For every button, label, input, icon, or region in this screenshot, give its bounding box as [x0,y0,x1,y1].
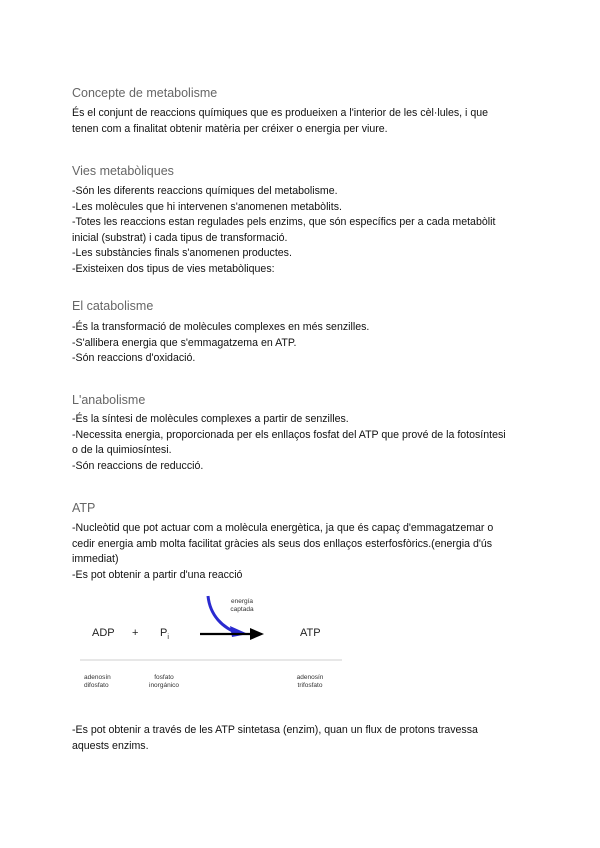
atp-label: ATP [300,627,321,639]
section-body-vies-metaboliques [72,184,532,277]
adp-label: ADP [92,627,115,639]
text-line: -Existeixen dos tipus de vies metabòliques: [72,262,275,275]
section-body-atp [72,521,532,583]
section-body-catabolisme [72,320,532,367]
text-line: -Es pot obtenir a través de les ATP sintetasa (enzim), quan un flux de protons travessa [72,724,478,736]
text-line: aquests enzims. [72,739,149,752]
text-line: -Són reaccions de reducció. [72,459,204,472]
section-heading-catabolisme: El catabolisme [72,299,154,313]
plus-sign: + [132,627,139,639]
text-line: -S'allibera energia que s'emmagatzema en ATP. [72,336,297,349]
text-line: cedir energia amb molta facilitat gràcies als seus dos enllaços esterfosfòrics.(energia d'ús [72,537,493,550]
phosphate-name: fosfato inorgánico [149,674,179,689]
energy-caption: energía captada [230,598,254,613]
text-line: o de la quimiosíntesi. [72,444,172,456]
text-line: inicial (substrat) i cada tipus de transformació. [72,231,288,244]
text-line: -Es pot obtenir a partir d'una reacció [72,568,243,581]
text-line: -Les substàncies finals s'anomenen productes. [72,247,292,259]
energy-arrowhead [230,626,248,637]
text-line: És el conjunt de reaccions químiques que es produeixen a l'interior de les cèl·lules, i que [72,107,489,119]
section-body-atp-synthase [72,723,532,754]
adp-name: adenosín difosfato [84,674,111,689]
section-heading-atp: ATP [72,501,96,515]
reaction-arrowhead [250,628,264,640]
phosphate-label: $P_i$ [160,627,169,642]
text-line: -Són les diferents reaccions químiques del metabolisme. [72,185,338,197]
text-line: immediat) [72,553,119,565]
text-line: -És la transformació de molècules complexes en més senzilles. [72,321,370,333]
text-line: -Totes les reaccions estan regulades pels enzims, que són específics per a cada metabòlit [72,216,496,228]
text-line: -És la síntesi de molècules complexes a partir de senzilles. [72,413,349,425]
text-line: -Les molècules que hi intervenen s'anomenen metabòlits. [72,200,342,213]
text-line: -Necessita energia, proporcionada per els enllaços fosfat del ATP que prové de la fotosíntesi [72,428,506,441]
text-line: -Són reaccions d'oxidació. [72,352,196,364]
text-line: -Nucleòtid que pot actuar com a molècula energètica, ja que és capaç d'emmagatzemar o [72,522,494,534]
atp-name: adenosín trifosfato [296,674,324,689]
text-line: tenen com a finalitat obtenir matèria per créixer o energia per viure. [72,122,388,135]
section-heading-vies-metaboliques: Vies metabòliques [72,164,174,178]
section-body-anabolisme [72,412,532,474]
section-heading-anabolisme: L'anabolisme [72,393,146,407]
section-body-metabolisme [72,106,532,137]
section-heading-metabolisme: Concepte de metabolisme [72,86,218,100]
atp-reaction-diagram [80,590,350,700]
